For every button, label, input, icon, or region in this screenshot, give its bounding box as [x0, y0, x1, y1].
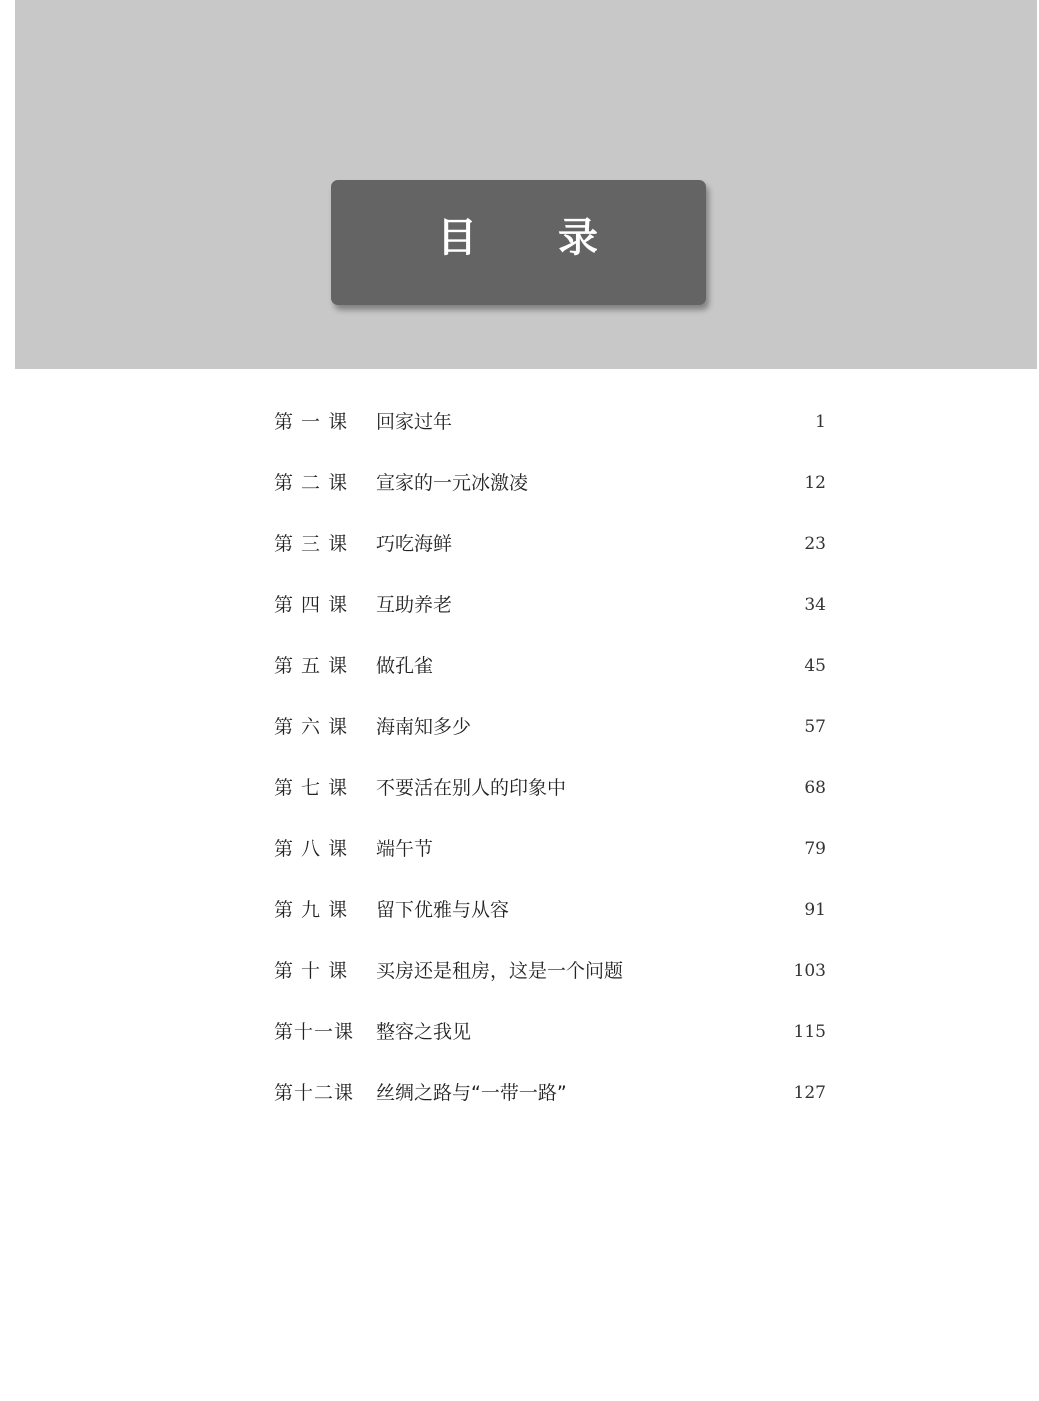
toc-entry[interactable] — [274, 954, 826, 1015]
page-number: 34 — [804, 595, 826, 615]
lesson-title: 宣家的一元冰激凌 — [376, 472, 529, 494]
toc-entry[interactable] — [274, 893, 826, 954]
toc-entry[interactable] — [274, 1076, 826, 1137]
toc-entry[interactable] — [274, 649, 826, 710]
lesson-title: 丝绸之路与“一带一路” — [376, 1082, 567, 1104]
lesson-number: 第 九 课 — [274, 899, 349, 921]
lesson-number: 第 六 课 — [274, 716, 349, 738]
toc-entry[interactable] — [274, 710, 826, 771]
toc-entry[interactable] — [274, 466, 826, 527]
lesson-number: 第 五 课 — [274, 655, 349, 677]
lesson-number: 第 一 课 — [274, 411, 349, 433]
lesson-title: 互助养老 — [376, 594, 453, 616]
lesson-number: 第 七 课 — [274, 777, 349, 799]
lesson-number: 第十二课 — [274, 1082, 355, 1104]
lesson-title: 买房还是租房，这是一个问题 — [376, 960, 624, 982]
toc-entry[interactable] — [274, 832, 826, 893]
page-number: 12 — [804, 473, 826, 493]
lesson-title: 端午节 — [376, 838, 434, 860]
lesson-title: 不要活在别人的印象中 — [376, 777, 567, 799]
toc-entry[interactable] — [274, 588, 826, 649]
lesson-title: 做孔雀 — [376, 655, 434, 677]
lesson-number: 第 八 课 — [274, 838, 349, 860]
page-number: 68 — [804, 778, 826, 798]
lesson-number: 第 十 课 — [274, 960, 349, 982]
page-title-char-1: 目 — [437, 215, 477, 261]
lesson-title: 海南知多少 — [376, 716, 472, 738]
toc-entry[interactable] — [274, 527, 826, 588]
page-number: 57 — [804, 717, 826, 737]
lesson-title: 整容之我见 — [376, 1021, 472, 1043]
lesson-number: 第 二 课 — [274, 472, 349, 494]
page-number: 103 — [793, 961, 826, 981]
lesson-title: 回家过年 — [376, 411, 453, 433]
page-number: 127 — [793, 1083, 826, 1103]
page-number: 91 — [804, 900, 826, 920]
toc-entry[interactable] — [274, 405, 826, 466]
lesson-number: 第 四 课 — [274, 594, 349, 616]
title-box — [331, 180, 706, 305]
table-of-contents — [274, 405, 826, 1137]
page-number: 1 — [815, 412, 826, 432]
page-number: 45 — [804, 656, 826, 676]
lesson-number: 第 三 课 — [274, 533, 349, 555]
toc-entry[interactable] — [274, 1015, 826, 1076]
page-number: 115 — [793, 1022, 826, 1042]
page-number: 79 — [804, 839, 826, 859]
lesson-title: 巧吃海鲜 — [376, 533, 453, 555]
page-title-char-2: 录 — [558, 215, 598, 261]
lesson-number: 第十一课 — [274, 1021, 355, 1043]
toc-entry[interactable] — [274, 771, 826, 832]
page-number: 23 — [804, 534, 826, 554]
lesson-title: 留下优雅与从容 — [376, 899, 510, 921]
